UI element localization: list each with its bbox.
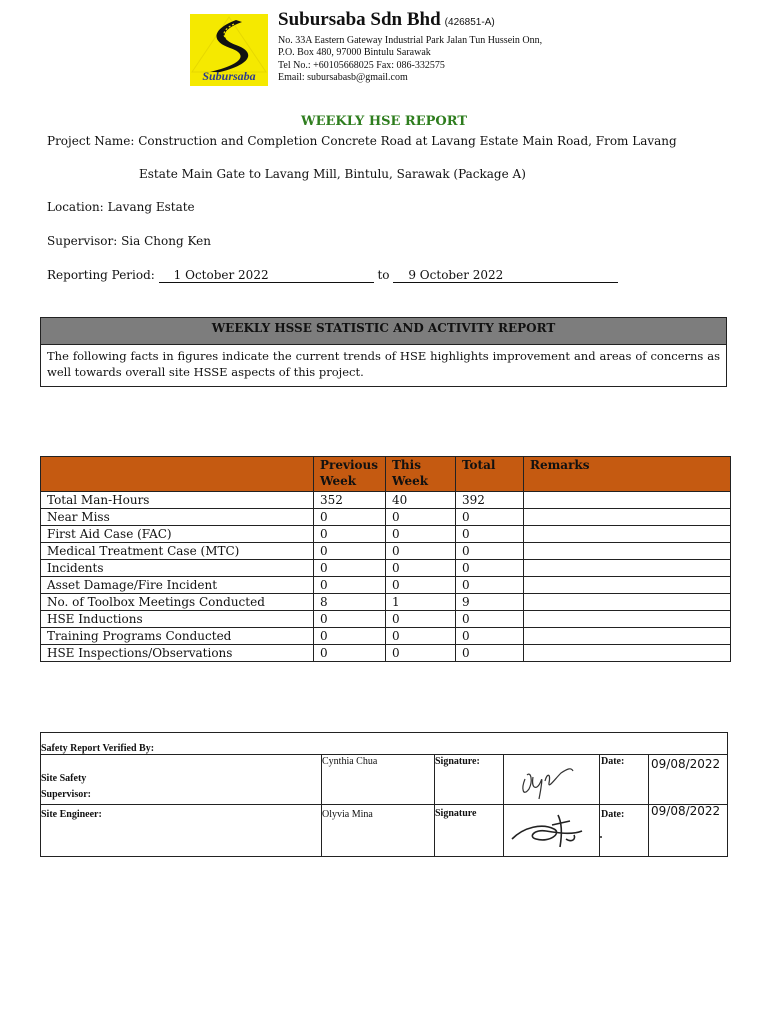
row-item: No. of Toolbox Meetings Conducted — [41, 594, 314, 611]
date-label-2: Date: — [601, 809, 625, 820]
header-remarks: Remarks — [524, 457, 731, 492]
hsse-statistic-body: The following facts in figures indicate the current trends of HSE highlights improvement and areas of concerns as well towards overall site HSSE aspects of this project. — [47, 349, 720, 379]
verified-by-title: Safety Report Verified By: — [41, 743, 155, 754]
row-total: 0 — [456, 577, 524, 594]
period-to: 9 October 2022 — [393, 268, 618, 283]
hsse-statistic-heading: WEEKLY HSSE STATISTIC AND ACTIVITY REPORT — [41, 318, 726, 345]
period-to-label: to — [377, 268, 390, 282]
row-item: Medical Treatment Case (MTC) — [41, 543, 314, 560]
site-engineer-name: Olyvia Mina — [322, 809, 373, 820]
company-name-text: Subursaba Sdn Bhd — [278, 9, 441, 30]
date-value-1: 09/08/2022 — [651, 757, 721, 771]
row-previous: 352 — [314, 492, 386, 509]
project-name-field — [47, 134, 677, 148]
row-this-week: 0 — [386, 628, 456, 645]
row-previous: 0 — [314, 509, 386, 526]
row-total: 392 — [456, 492, 524, 509]
supervisor-field — [47, 234, 211, 248]
email-line: Email: subursabasb@gmail.com — [278, 72, 408, 83]
signature-2 — [506, 809, 606, 851]
row-this-week: 1 — [386, 594, 456, 611]
phone-line: Tel No.: +60105668025 Fax: 086-332575 — [278, 60, 445, 71]
row-item: Asset Damage/Fire Incident — [41, 577, 314, 594]
row-previous: 0 — [314, 577, 386, 594]
row-item: HSE Inspections/Observations — [41, 645, 314, 662]
row-this-week: 0 — [386, 611, 456, 628]
hse-statistics-table — [40, 456, 731, 662]
table-row — [41, 543, 731, 560]
row-this-week: 0 — [386, 509, 456, 526]
row-item: Near Miss — [41, 509, 314, 526]
row-total: 0 — [456, 611, 524, 628]
row-item: Incidents — [41, 560, 314, 577]
row-previous: 0 — [314, 645, 386, 662]
project-name-line2: Estate Main Gate to Lavang Mill, Bintulu, Sarawak (Package A) — [139, 167, 526, 181]
supervisor-label: Supervisor: — [47, 234, 118, 248]
logo-wordmark: Subursaba — [202, 69, 256, 83]
row-remarks — [524, 560, 731, 577]
address-line-2: P.O. Box 480, 97000 Bintulu Sarawak — [278, 47, 431, 58]
row-this-week: 0 — [386, 577, 456, 594]
location-value: Lavang Estate — [107, 200, 195, 214]
period-label: Reporting Period: — [47, 268, 155, 282]
row-item: HSE Inductions — [41, 611, 314, 628]
row-total: 0 — [456, 543, 524, 560]
verify-divider — [503, 754, 504, 856]
table-row — [41, 594, 731, 611]
date-value-2: 09/08/2022 — [651, 804, 721, 818]
row-this-week: 0 — [386, 526, 456, 543]
row-remarks — [524, 611, 731, 628]
supervisor-role-label: Supervisor: — [41, 789, 91, 800]
table-row — [41, 645, 731, 662]
site-safety-label: Site Safety — [41, 773, 87, 784]
date-label-1: Date: — [601, 756, 625, 767]
site-engineer-label: Site Engineer: — [41, 809, 102, 820]
table-row — [41, 509, 731, 526]
location-label: Location: — [47, 200, 104, 214]
row-remarks — [524, 594, 731, 611]
row-this-week: 0 — [386, 543, 456, 560]
row-remarks — [524, 543, 731, 560]
row-remarks — [524, 577, 731, 594]
row-remarks — [524, 628, 731, 645]
verify-divider — [648, 754, 649, 856]
table-header-row — [41, 457, 731, 492]
row-total: 0 — [456, 628, 524, 645]
verify-divider — [41, 754, 727, 755]
company-logo — [190, 14, 268, 86]
row-item: First Aid Case (FAC) — [41, 526, 314, 543]
row-this-week: 0 — [386, 560, 456, 577]
row-this-week: 0 — [386, 645, 456, 662]
project-label: Project Name: — [47, 134, 135, 148]
supervisor-value: Sia Chong Ken — [121, 234, 211, 248]
company-registration: (426851-A) — [444, 17, 495, 28]
verify-divider — [321, 754, 322, 856]
verification-table — [40, 732, 728, 857]
table-row — [41, 628, 731, 645]
safety-supervisor-name: Cynthia Chua — [322, 756, 378, 767]
address-line-1: No. 33A Eastern Gateway Industrial Park Jalan Tun Hussein Onn, — [278, 35, 543, 46]
table-row — [41, 611, 731, 628]
row-remarks — [524, 645, 731, 662]
table-row — [41, 492, 731, 509]
location-field — [47, 200, 195, 214]
table-row — [41, 560, 731, 577]
row-previous: 0 — [314, 560, 386, 577]
row-remarks — [524, 526, 731, 543]
company-name — [278, 9, 495, 31]
row-item: Total Man-Hours — [41, 492, 314, 509]
signature-label-2: Signature — [435, 808, 477, 819]
row-previous: 0 — [314, 611, 386, 628]
signature-label-1: Signature: — [435, 756, 480, 767]
table-row — [41, 526, 731, 543]
row-previous: 8 — [314, 594, 386, 611]
header-item — [41, 457, 314, 492]
verify-divider — [434, 754, 435, 856]
row-previous: 0 — [314, 628, 386, 645]
row-remarks — [524, 509, 731, 526]
row-item: Training Programs Conducted — [41, 628, 314, 645]
project-name-line1: Construction and Completion Concrete Road at Lavang Estate Main Road, From Lavang — [138, 134, 677, 148]
row-total: 9 — [456, 594, 524, 611]
row-remarks — [524, 492, 731, 509]
signature-1 — [511, 759, 591, 801]
header-previous-week: Previous Week — [314, 457, 386, 492]
header-this-week: This Week — [386, 457, 456, 492]
row-total: 0 — [456, 509, 524, 526]
row-total: 0 — [456, 645, 524, 662]
reporting-period-field — [47, 268, 618, 283]
row-total: 0 — [456, 560, 524, 577]
report-title: WEEKLY HSE REPORT — [301, 114, 467, 129]
row-total: 0 — [456, 526, 524, 543]
row-previous: 0 — [314, 543, 386, 560]
table-row — [41, 577, 731, 594]
header-total: Total — [456, 457, 524, 492]
row-previous: 0 — [314, 526, 386, 543]
hsse-statistic-box — [40, 317, 727, 387]
row-this-week: 40 — [386, 492, 456, 509]
period-from: 1 October 2022 — [159, 268, 374, 283]
verify-divider — [41, 804, 727, 805]
